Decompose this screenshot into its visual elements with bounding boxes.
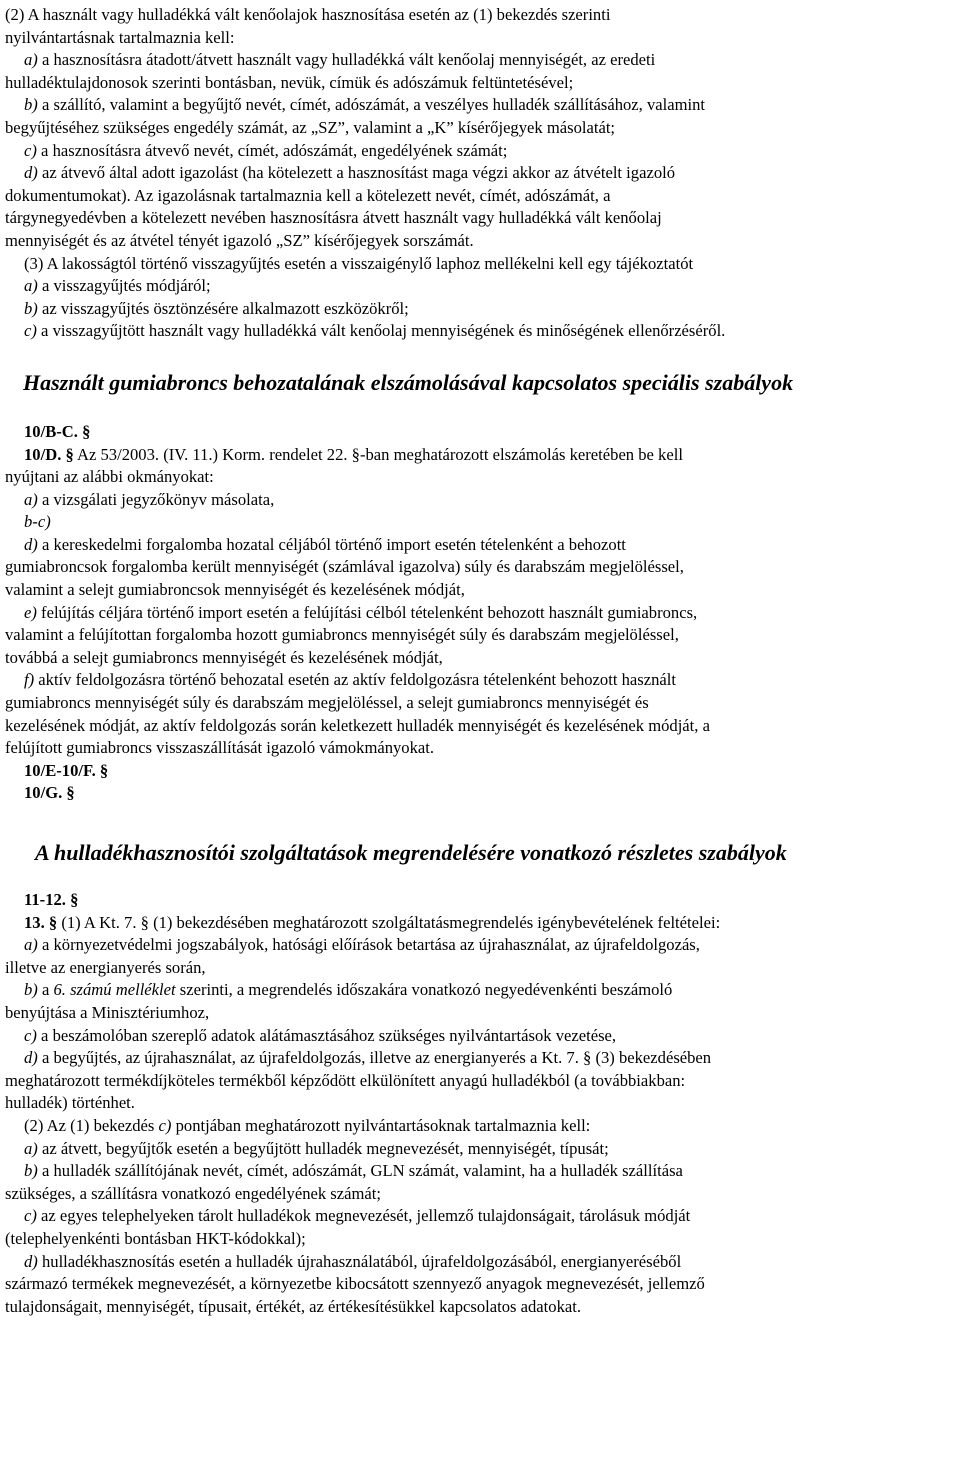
text-run: továbbá a selejt gumiabroncs mennyiségét és kezelésének módját, — [5, 647, 443, 667]
text-line — [5, 49, 955, 72]
text-run: meghatározott termékdíjköteles termékből képződött elkülönített anyagú hulladékból (a továbbiakban: — [5, 1070, 686, 1090]
text-run: a kereskedelmi forgalomba hozatal céljából történő import esetén tételenként a behozott — [37, 534, 626, 554]
text-line — [5, 421, 955, 444]
point-marker: b-c) — [24, 512, 51, 532]
section-number: 10/E-10/F. § — [24, 760, 109, 780]
point-marker: e) — [24, 602, 37, 622]
section-number: 10/B-C. § — [24, 421, 91, 441]
text-run: illetve az energianyerés során, — [5, 957, 206, 977]
text-run: pontjában meghatározott nyilvántartásoknak tartalmaznia kell: — [171, 1115, 591, 1135]
text-run: Az 53/2003. (IV. 11.) Korm. rendelet 22. §-ban meghatározott elszámolás keretében be kell — [73, 444, 683, 464]
point-marker: c) — [24, 321, 37, 341]
text-run: gumiabroncsok forgalomba került mennyiségét (számlával igazolva) súly és darabszám megjelöléssel, — [5, 557, 684, 577]
text-run: (2) A használt vagy hulladékká vált kenőolajok hasznosítása esetén az (1) bekezdés szerinti — [5, 5, 611, 24]
text-run: a környezetvédelmi jogszabályok, hatósági előírások betartása az újrahasználat, az újrafeldolgozás, — [37, 935, 700, 955]
text-run: az visszagyűjtés ösztönzésére alkalmazott eszközökről; — [37, 298, 409, 318]
text-run: szerinti, a megrendelés időszakára vonatkozó negyedévenkénti beszámoló — [175, 980, 673, 1000]
text-line — [5, 489, 955, 512]
point-marker: a) — [24, 489, 38, 509]
text-run: (2) Az (1) bekezdés — [24, 1115, 159, 1135]
point-marker: b) — [24, 980, 38, 1000]
section-hulladekhasznositoi-szabalyok — [5, 889, 955, 1318]
point-marker: d) — [24, 1251, 38, 1271]
point-marker: 6. számú melléklet — [53, 980, 176, 1000]
text-line — [5, 27, 955, 50]
point-marker: d) — [24, 1048, 38, 1068]
text-run: az átvevő által adott igazolást (ha kötelezett a hasznosítást maga végzi akkor az átvételt igazoló — [37, 163, 676, 183]
point-marker: c) — [24, 1206, 37, 1226]
text-run: hulladékhasznosítás esetén a hulladék újrahasználatából, újrafeldolgozásából, energianyeréséből — [37, 1251, 682, 1271]
text-run: a hasznosításra átadott/átvett használt vagy hulladékká vált kenőolaj mennyiségét, az eredeti — [37, 50, 656, 70]
text-line — [5, 957, 955, 980]
text-line — [5, 230, 955, 253]
text-run: a szállító, valamint a begyűjtő nevét, címét, adószámát, a veszélyes hulladék szállításához, valamint — [37, 95, 706, 115]
text-line — [5, 647, 955, 670]
text-run: a visszagyűjtés módjáról; — [37, 276, 211, 296]
section-number: 10/G. § — [24, 783, 75, 803]
text-run: begyűjtéséhez szükséges engedély számát, az „SZ”, valamint a „K” kísérőjegyek másolatát; — [5, 117, 616, 137]
text-run: felújított gumiabroncs visszaszállítását igazoló vámokmányokat. — [5, 738, 435, 758]
text-line — [5, 556, 955, 579]
section-heading-hulladekhasznositoi: A hulladékhasznosítói szolgáltatások megrendelésére vonatkozó részletes szabályok — [35, 840, 787, 865]
point-marker: b) — [24, 1161, 38, 1181]
text-run: tárgynegyedévben a kötelezett nevében hasznosításra átvett használt vagy hulladékká vált kenőolaj — [5, 208, 662, 228]
point-marker: c) — [24, 1025, 37, 1045]
point-marker: a) — [24, 935, 38, 955]
point-marker: f) — [24, 670, 35, 690]
text-line — [5, 624, 955, 647]
text-line — [5, 602, 955, 625]
text-run: gumiabroncs mennyiségét súly és darabszám megjelöléssel, a selejt gumiabroncs mennyiségét és — [5, 693, 649, 713]
point-marker: b) — [24, 95, 38, 115]
text-line — [5, 4, 955, 27]
text-line — [5, 466, 955, 489]
text-run: aktív feldolgozásra történő behozatal esetén az aktív feldolgozásra tételenként behozott használt — [34, 670, 676, 690]
text-line — [5, 275, 955, 298]
text-run: dokumentumokat). Az igazolásnak tartalmaznia kell a kötelezett nevét, címét, adószámát, a — [5, 185, 611, 205]
point-marker: a) — [24, 276, 38, 296]
text-line — [5, 692, 955, 715]
text-run: a visszagyűjtött használt vagy hulladékká vált kenőolaj mennyiségének és minőségének ellenőrzéséről. — [36, 321, 726, 341]
text-line — [5, 72, 955, 95]
text-run: a — [37, 980, 54, 1000]
text-run: hulladék) történhet. — [5, 1093, 135, 1113]
text-run: (3) A lakosságtól történő visszagyűjtés esetén a visszaigénylő laphoz mellékelni kell egy tájékoztatót — [24, 253, 694, 273]
text-run: mennyiségét és az átvétel tényét igazoló „SZ” kísérőjegyek sorszámát. — [5, 230, 474, 250]
text-line — [5, 94, 955, 117]
text-line — [5, 737, 955, 760]
section-heading-gumiabroncs: Használt gumiabroncs behozatalának elszámolásával kapcsolatos speciális szabályok — [23, 369, 794, 395]
text-run: a hasznosításra átvevő nevét, címét, adószámát, engedélyének számát; — [36, 140, 508, 160]
point-marker: c) — [24, 140, 37, 160]
text-run: a beszámolóban szereplő adatok alátámasztásához szükséges nyilvántartások vezetése, — [36, 1025, 617, 1045]
point-marker: d) — [24, 163, 38, 183]
text-run: nyújtani az alábbi okmányokat: — [5, 467, 214, 487]
section-number: 11-12. § — [24, 890, 79, 909]
text-line — [5, 207, 955, 230]
text-line — [5, 298, 955, 321]
text-line — [5, 1205, 955, 1228]
text-line — [5, 1115, 955, 1138]
text-line — [5, 1296, 955, 1319]
point-marker: d) — [24, 534, 38, 554]
text-run: benyújtása a Minisztériumhoz, — [5, 1002, 210, 1022]
text-run: felújítás céljára történő import esetén a felújítási célból tételenként behozott használt gumiabroncs, — [36, 602, 698, 622]
text-line — [5, 1138, 955, 1161]
text-line — [5, 511, 955, 534]
text-line — [5, 760, 955, 783]
text-run: származó termékek megnevezését, a környezetbe kibocsátott szennyező anyagok megnevezését, jellemző — [5, 1274, 705, 1294]
text-line — [5, 1002, 955, 1025]
text-run: (telephelyenkénti bontásban HKT-kódokkal); — [5, 1228, 306, 1248]
text-line — [5, 579, 955, 602]
section-gumiabroncs-szabalyok — [5, 421, 955, 805]
text-line — [5, 1070, 955, 1093]
point-marker: c) — [158, 1115, 172, 1135]
point-marker: b) — [24, 298, 38, 318]
text-line — [5, 889, 955, 912]
text-line — [5, 534, 955, 557]
text-run: nyilvántartásnak tartalmaznia kell: — [5, 27, 235, 47]
text-line — [5, 1228, 955, 1251]
text-run: az egyes telephelyeken tárolt hulladékok megnevezését, jellemző tulajdonságait, tárolásuk módját — [36, 1206, 691, 1226]
text-run: a vizsgálati jegyzőkönyv másolata, — [37, 489, 275, 509]
text-run: tulajdonságait, mennyiségét, típusait, értékét, az értékesítésükkel kapcsolatos adatokat. — [5, 1296, 581, 1316]
text-run: valamint a selejt gumiabroncsok mennyiségét és kezelésének módját, — [5, 580, 465, 600]
text-run: (1) A Kt. 7. § (1) bekezdésében meghatározott szolgáltatásmegrendelés igénybevételének feltételei: — [57, 912, 721, 932]
text-line — [5, 782, 955, 805]
text-run: szükséges, a szállításra vonatkozó engedélyének számát; — [5, 1183, 381, 1203]
text-line — [5, 715, 955, 738]
text-line — [5, 934, 955, 957]
text-run: a begyűjtés, az újrahasználat, az újrafeldolgozás, illetve az energianyerés a Kt. 7. § (3) bekezdésében — [37, 1048, 712, 1068]
point-marker: a) — [24, 1138, 38, 1158]
text-line — [5, 444, 955, 467]
text-line — [5, 1025, 955, 1048]
text-line — [5, 669, 955, 692]
text-line — [5, 185, 955, 208]
text-line — [5, 1273, 955, 1296]
section-number: 13. § — [24, 912, 58, 932]
text-line — [5, 1047, 955, 1070]
text-line — [5, 1160, 955, 1183]
section-kenoolaj-nyilvantartas — [5, 4, 955, 343]
text-line — [5, 253, 955, 276]
text-line — [5, 1183, 955, 1206]
text-run: kezelésének módját, az aktív feldolgozás során keletkezett hulladék mennyiségét és kezelésének módját, a — [5, 715, 710, 735]
text-line — [5, 979, 955, 1002]
text-line — [5, 1251, 955, 1274]
text-line — [5, 117, 955, 140]
text-line — [5, 1092, 955, 1115]
text-line — [5, 912, 955, 935]
section-number: 10/D. § — [24, 444, 74, 464]
text-run: valamint a felújítottan forgalomba hozott gumiabroncs mennyiségét súly és darabszám megjelöléssel, — [5, 625, 679, 645]
point-marker: a) — [24, 50, 38, 70]
text-line — [5, 162, 955, 185]
text-run: a hulladék szállítójának nevét, címét, adószámát, GLN számát, valamint, ha a hulladék szállítása — [37, 1161, 683, 1181]
text-run: az átvett, begyűjtők esetén a begyűjtött hulladék megnevezését, mennyiségét, típusát; — [37, 1138, 609, 1158]
text-run: hulladéktulajdonosok szerinti bontásban, nevük, címük és adószámuk feltüntetésével; — [5, 72, 574, 92]
text-line — [5, 320, 955, 343]
text-line — [5, 140, 955, 163]
